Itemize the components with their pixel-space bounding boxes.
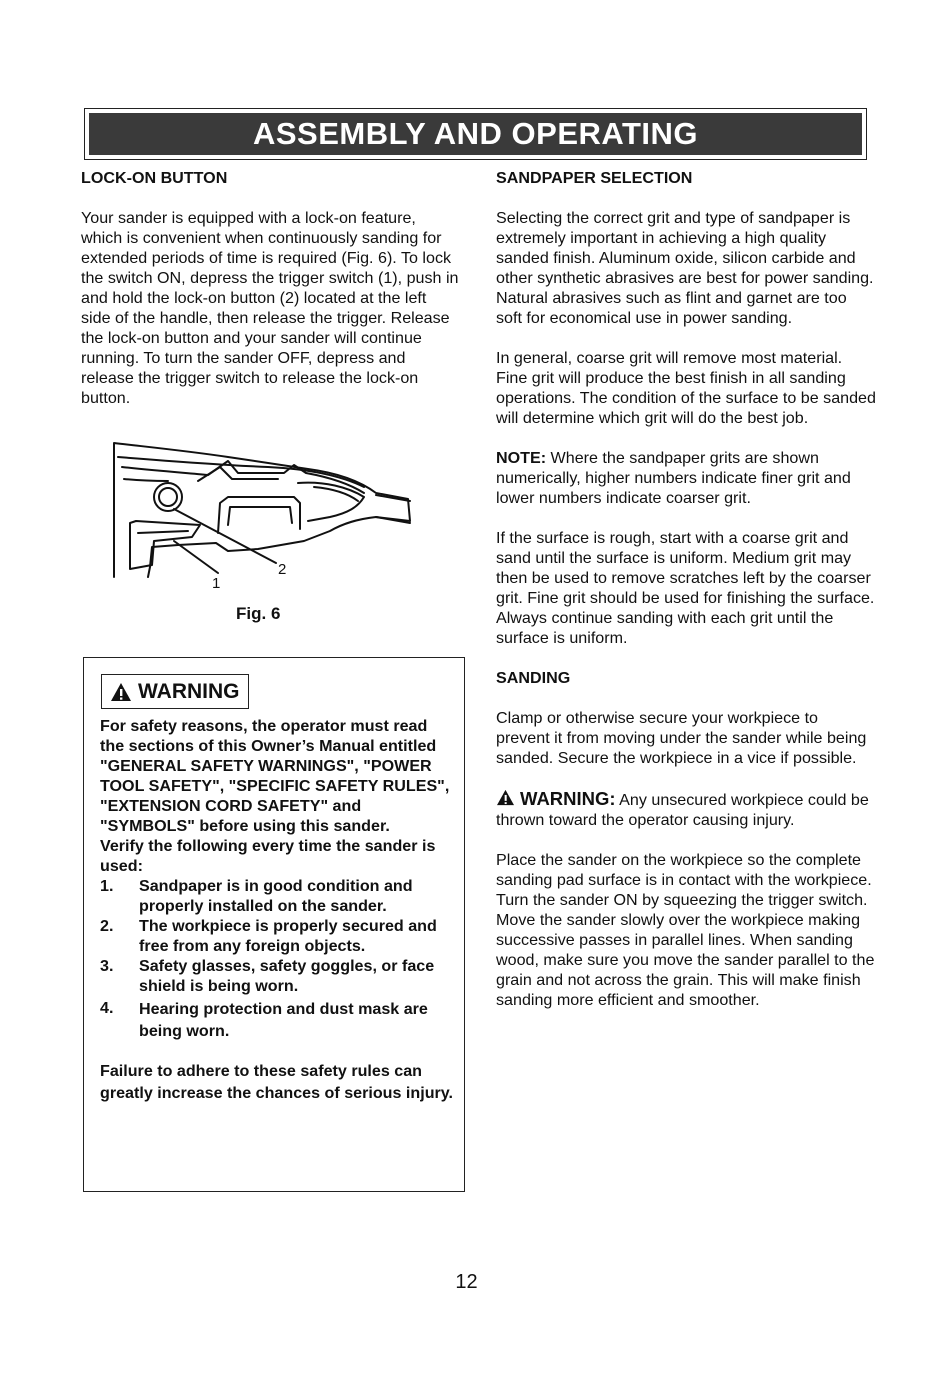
note-label: NOTE: [496,449,547,467]
checklist [100,876,455,1042]
note-text: Where the sandpaper grits are shown numerically, higher numbers indicate finer grit and lower numbers indicate coarser grit. [496,449,851,507]
list-item: 4. Hearing protection and dust mask are being worn. [100,999,428,1040]
warning-text [100,716,455,1104]
warning-triangle-icon [496,789,515,806]
page-number: 12 [455,1271,478,1293]
warning-label: WARNING [138,679,240,703]
sanding-heading: SANDING [496,669,571,687]
section-banner [84,108,867,160]
sanding-paragraph-1: Clamp or otherwise secure your workpiece to prevent it from moving under the sander while being sanded. Secure the workpiece in a vice if possible. [496,709,867,767]
section-title: ASSEMBLY AND OPERATING [89,113,862,155]
left-column [81,168,459,408]
figure-caption: Fig. 6 [236,604,281,623]
warning-triangle-icon [110,682,132,702]
sandpaper-heading: SANDPAPER SELECTION [496,169,693,187]
sanding-paragraph-2: Place the sander on the workpiece so the complete sanding pad surface is in contact with the workpiece. Turn the sander ON by squeezing the trigger switch. Move the sander slowly over the workpiece making successive passes in parallel lines. When sanding wood, make sure you move the sander parallel to the grain and not across the grain. This will make finish sanding more efficient and smoother. [496,851,875,1009]
sanding-warning [496,788,876,830]
list-item: 1. Sandpaper is in good condition and properly installed on the sander. [100,877,413,915]
lock-on-heading: LOCK-ON BUTTON [81,169,228,187]
sandpaper-paragraph-3: If the surface is rough, start with a coarse grit and sand until the surface is uniform. Medium grit may then be used to remove scratches left by the coarser grit. Fine grit should be used for finishing the surface. Always continue sanding with each grit until the surface is uniform. [496,529,875,647]
note-paragraph [496,448,876,508]
sanding-warning-label: WARNING: [520,788,616,809]
sandpaper-paragraph-1: Selecting the correct grit and type of sandpaper is extremely important in achieving a high quality sanded finish. Aluminum oxide, silicon carbide and other synthetic abrasives are best for power sanding. Natural abrasives such as flint and garnet are too soft for economical use in power sanding. [496,209,874,327]
warning-failure: Failure to adhere to these safety rules can greatly increase the chances of serious injury. [100,1062,454,1102]
sander-handle-illustration [108,437,418,595]
warning-intro: For safety reasons, the operator must read the sections of this Owner’s Manual entitled "GENERAL SAFETY WARNINGS", "POWER TOOL SAFETY", "SPECIFIC SAFETY RULES", "EXTENSION CORD SAFETY" and "SYMBOLS" before using this sander. [100,717,450,835]
right-column [496,168,876,1010]
warning-verify: Verify the following every time the sander is used: [100,837,436,875]
warning-label-box [101,674,249,709]
callout-1: 1 [212,575,221,592]
list-item: 2. The workpiece is properly secured and free from any foreign objects. [100,917,437,955]
list-item: 3. Safety glasses, safety goggles, or face shield is being worn. [100,957,435,995]
callout-2: 2 [278,561,287,578]
sandpaper-paragraph-2: In general, coarse grit will remove most material. Fine grit will produce the best finish in all sanding operations. The condition of the surface to be sanded will determine which grit will do the best job. [496,349,876,427]
sanding-warning-text: Any unsecured workpiece could be thrown toward the operator causing injury. [496,791,869,829]
lock-on-paragraph: Your sander is equipped with a lock-on feature, which is convenient when continuously sanding for extended periods of time is required (Fig. 6). To lock the switch ON, depress the trigger switch (1), push in and hold the lock-on button (2) located at the left side of the handle, then release the trigger. Release the lock-on button and your sander will continue running. To turn the sander OFF, depress and release the trigger switch to release the lock-on button. [81,209,459,407]
